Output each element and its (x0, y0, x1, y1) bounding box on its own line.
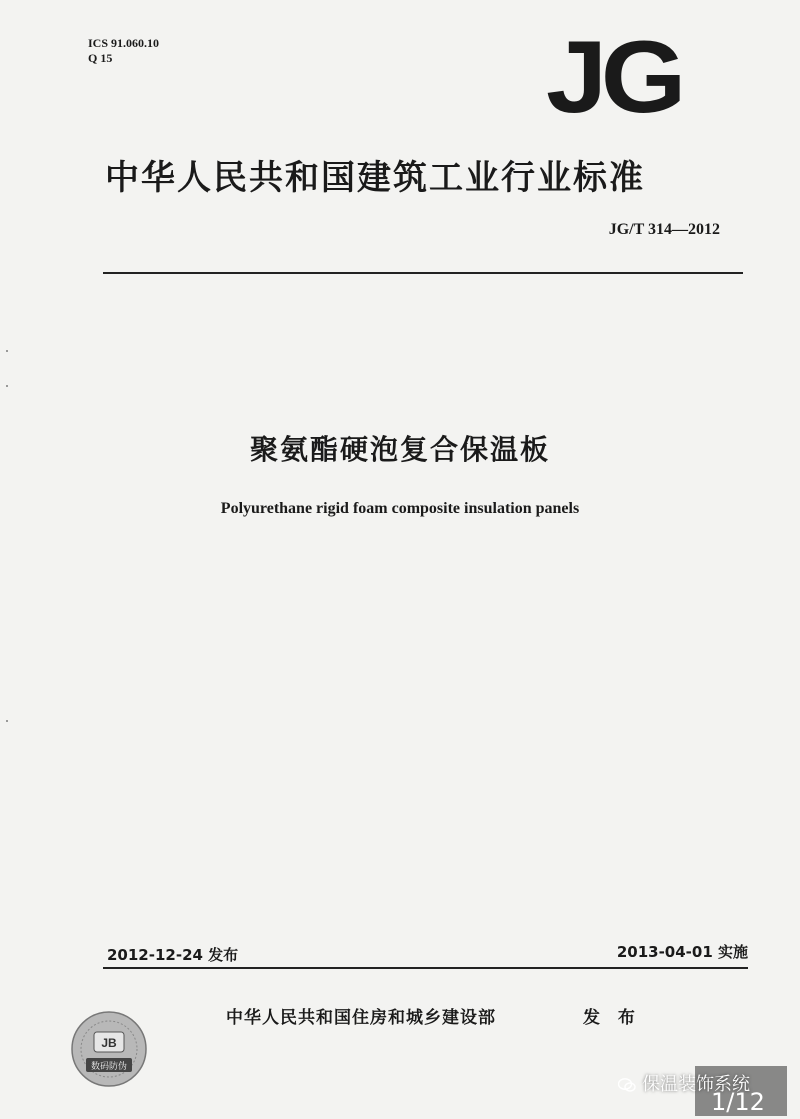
classification-block (88, 36, 159, 66)
svg-text:JB: JB (101, 1036, 117, 1050)
watermark-text: 保温装饰系统 (642, 1074, 750, 1095)
footer-divider (103, 967, 748, 969)
header-divider (103, 272, 743, 274)
issue-date: 2012-12-24 发布 (107, 946, 239, 964)
margin-mark (6, 385, 8, 387)
margin-mark (6, 720, 8, 722)
jg-logo (546, 20, 706, 134)
logo-text: JG (546, 20, 681, 134)
account-watermark (618, 1070, 750, 1096)
document-title-zh: 聚氨酯硬泡复合保温板 (249, 433, 550, 466)
wechat-icon (618, 1078, 636, 1092)
publish-label: 发 布 (583, 1008, 641, 1028)
publisher-name: 中华人民共和国住房和城乡建设部 (226, 1008, 496, 1028)
standard-code: JG/T 314—2012 (608, 221, 720, 238)
margin-mark (6, 350, 8, 352)
page-indicator: 1/12 (711, 1088, 765, 1116)
implementation-date: 2013-04-01 实施 (616, 943, 748, 961)
anti-counterfeit-seal-icon (70, 1010, 148, 1088)
category-code: Q 15 (88, 51, 113, 65)
standard-title: 中华人民共和国建筑工业行业标准 (105, 158, 645, 198)
document-title-en: Polyurethane rigid foam composite insulation panels (220, 500, 580, 517)
seal-label: 数码防伪 (90, 1062, 128, 1072)
ics-code: ICS 91.060.10 (88, 36, 160, 50)
